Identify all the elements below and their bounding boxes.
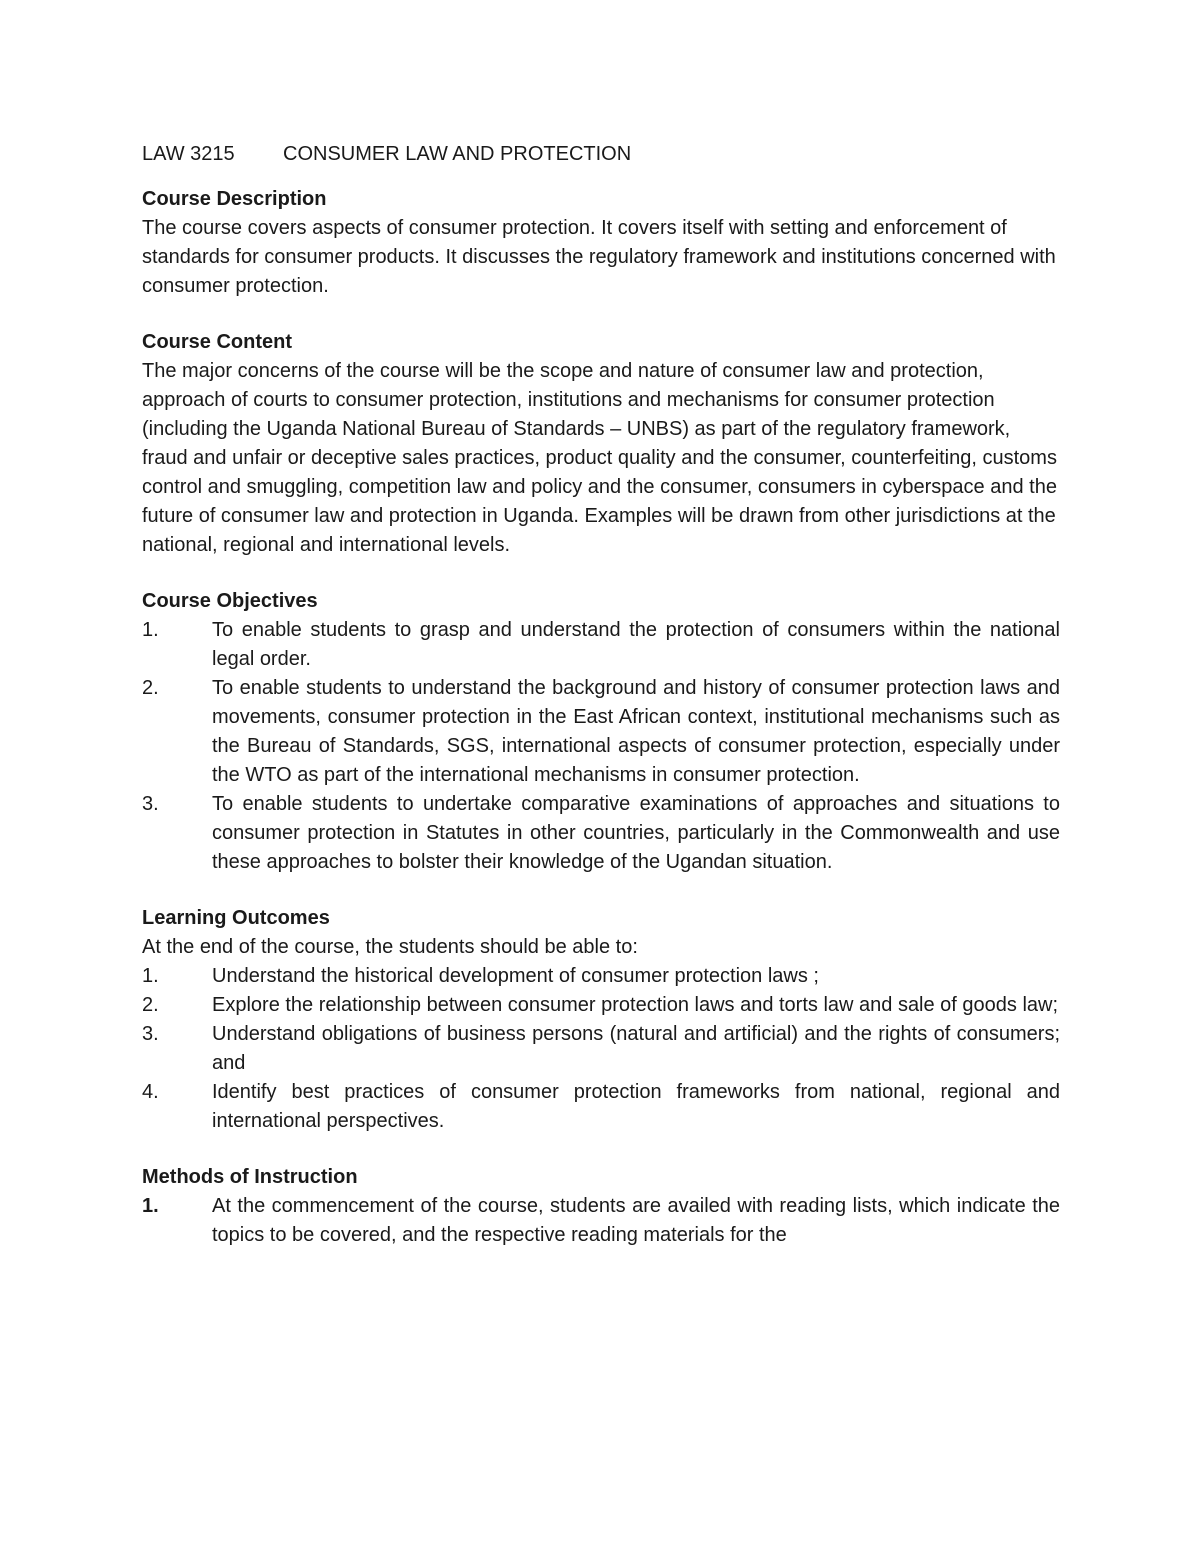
list-number: 1. [142,619,159,641]
course-objectives-heading: Course Objectives [142,590,318,612]
course-content-text: The major concerns of the course will be the scope and nature of consumer law and protection, approach of courts to consumer protection, institutions and mechanisms for consumer protection (including the Uganda National Bureau of Standards – UNBS) as part of the regulatory framework, fraud and unfair or deceptive sales practices, product quality and the consumer, counterfeiting, customs control and smuggling, competition law and policy and the consumer, consumers in cyberspace and the future of consumer law and protection in Uganda. Examples will be drawn from other jurisdictions at the national, regional and international levels. [142,360,1057,556]
learning-outcomes-section [142,904,1060,1136]
course-title [142,140,1060,169]
course-objectives-section [142,587,1060,877]
document-page [142,140,1060,1277]
list-number: 3. [142,793,159,815]
methods-list [142,1192,1060,1250]
course-description-section [142,185,1060,301]
list-item [142,1020,1060,1078]
list-item [142,1078,1060,1136]
methods-section [142,1163,1060,1250]
learning-outcomes-intro: At the end of the course, the students should be able to: [142,936,638,958]
list-text: To enable students to undertake comparative examinations of approaches and situations to consumer protection in Statutes in other countries, particularly in the Commonwealth and use these approaches to bolster their knowledge of the Ugandan situation. [212,793,1060,873]
objectives-list [142,616,1060,877]
list-number: 2. [142,994,159,1016]
course-content-section [142,328,1060,560]
list-number: 2. [142,677,159,699]
learning-outcomes-heading: Learning Outcomes [142,907,330,929]
list-item [142,674,1060,790]
list-text: To enable students to grasp and understand the protection of consumers within the national legal order. [212,619,1060,670]
methods-heading: Methods of Instruction [142,1166,358,1188]
course-name: CONSUMER LAW AND PROTECTION [283,143,632,165]
list-item [142,616,1060,674]
list-text: Understand obligations of business persons (natural and artificial) and the rights of consumers; and [212,1023,1060,1074]
list-text: To enable students to understand the background and history of consumer protection laws and movements, consumer protection in the East African context, institutional mechanisms such as the Bureau of Standards, SGS, international aspects of consumer protection, especially under the WTO as part of the international mechanisms in consumer protection. [212,677,1060,786]
list-item [142,790,1060,877]
list-item [142,1192,1060,1250]
list-text: Identify best practices of consumer protection frameworks from national, regional and international perspectives. [212,1081,1060,1132]
course-content-heading: Course Content [142,331,292,353]
list-item [142,991,1060,1020]
outcomes-list [142,962,1060,1136]
list-number: 3. [142,1023,159,1045]
list-text: Understand the historical development of consumer protection laws ; [212,965,819,987]
list-number: 4. [142,1081,159,1103]
list-text: At the commencement of the course, students are availed with reading lists, which indicate the topics to be covered, and the respective reading materials for the [212,1195,1060,1246]
list-number: 1. [142,1195,159,1217]
list-item [142,962,1060,991]
course-description-text: The course covers aspects of consumer protection. It covers itself with setting and enforcement of standards for consumer products. It discusses the regulatory framework and institutions concerned with consumer protection. [142,217,1056,297]
list-number: 1. [142,965,159,987]
course-description-heading: Course Description [142,188,327,210]
list-text: Explore the relationship between consumer protection laws and torts law and sale of goods law; [212,994,1059,1016]
course-code: LAW 3215 [142,143,235,165]
